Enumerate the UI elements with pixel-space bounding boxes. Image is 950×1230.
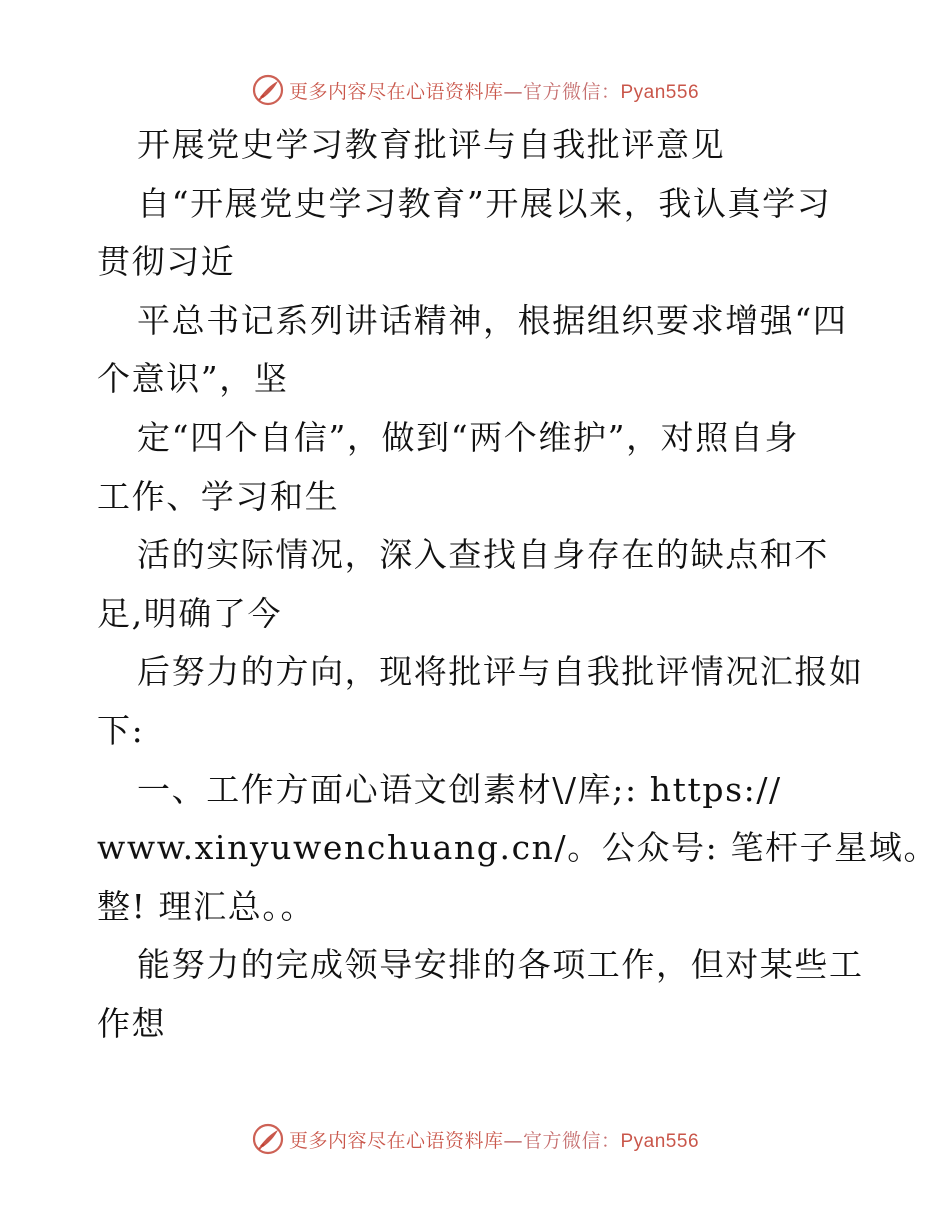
watermark-wechat-label: 官方微信： xyxy=(522,80,621,103)
paragraph-line: 自“开展党史学习教育”开展以来，我认真学习 xyxy=(137,183,832,223)
paragraph-line: 下: xyxy=(97,710,145,750)
watermark-wechat-id: Pyan556 xyxy=(620,81,700,103)
section-heading-line: 一、工作方面心语文创素材\/库;: https:// xyxy=(137,769,782,809)
watermark-wechat-id: Pyan556 xyxy=(620,1130,700,1152)
paragraph-line: 足,明确了今 xyxy=(97,593,283,633)
paragraph-line: 工作、学习和生 xyxy=(97,476,340,516)
watermark-text xyxy=(289,1126,699,1153)
document-body xyxy=(97,116,939,1054)
watermark-text xyxy=(289,77,699,104)
document-title: 开展党史学习教育批评与自我批评意见 xyxy=(137,125,726,164)
paragraph-line: 整! 理汇总。。 xyxy=(97,886,316,926)
paragraph-line: 作想 xyxy=(97,1003,167,1043)
footer-watermark-banner xyxy=(0,1119,950,1159)
paragraph-line: www.xinyuwenchuang.cn/。公众号: 笔杆子星域。 xyxy=(97,828,939,868)
paragraph-line: 贯彻习近 xyxy=(97,242,236,282)
watermark-dash: — xyxy=(503,80,523,103)
watermark-dash: — xyxy=(503,1129,523,1152)
watermark-wechat-label: 官方微信： xyxy=(522,1129,621,1152)
paragraph-line: 后努力的方向，现将批评与自我批评情况汇报如 xyxy=(137,652,864,692)
watermark-main-text: 更多内容尽在心语资料库 xyxy=(288,1129,504,1152)
paragraph-line: 平总书记系列讲话精神，根据组织要求增强“四 xyxy=(137,300,848,340)
paragraph-line: 个意识”，坚 xyxy=(97,359,289,399)
paragraph-line: 定“四个自信”，做到“两个维护”，对照自身 xyxy=(137,417,800,457)
paragraph-line: 活的实际情况，深入查找自身存在的缺点和不 xyxy=(137,535,829,575)
quill-pen-logo-icon xyxy=(251,73,285,107)
quill-pen-logo-icon xyxy=(251,1122,285,1156)
paragraph-line: 能努力的完成领导安排的各项工作，但对某些工 xyxy=(137,945,864,985)
header-watermark-banner xyxy=(0,70,950,110)
watermark-main-text: 更多内容尽在心语资料库 xyxy=(288,80,504,103)
